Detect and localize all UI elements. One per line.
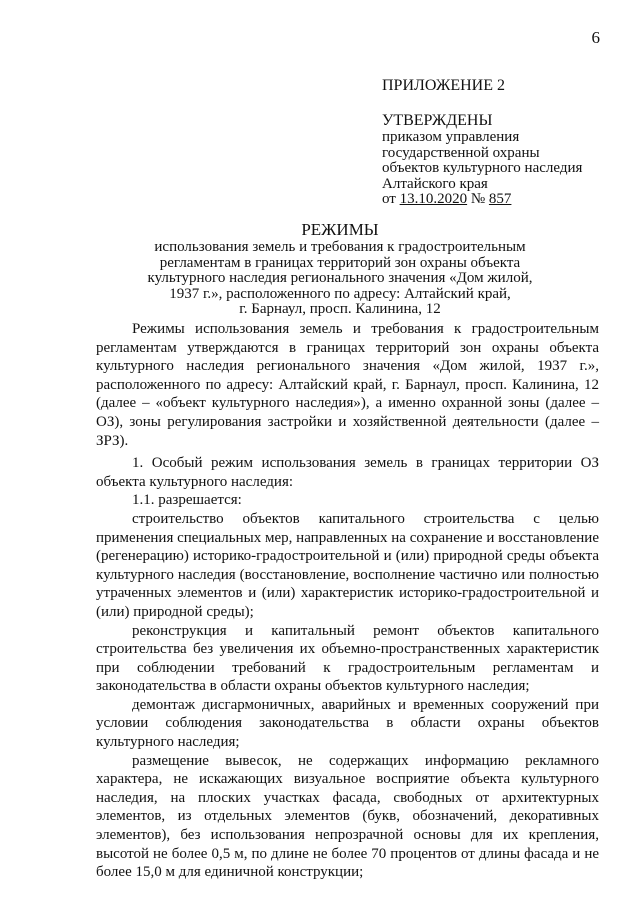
date-prefix: от xyxy=(382,191,400,207)
heading-line-3: культурного наследия регионального значения «Дом жилой, xyxy=(147,270,533,286)
paragraph-section-1: 1. Особый режим использования земель в границах территории ОЗ объекта культурного наследия: xyxy=(96,455,599,490)
heading-line-5: г. Барнаул, просп. Калинина, 12 xyxy=(239,301,441,317)
paragraph-demolition: демонтаж дисгармоничных, аварийных и временных сооружений при условии соблюдения законодательства в области охраны объектов культурного наследия; xyxy=(96,696,599,751)
document-heading xyxy=(100,220,580,318)
approved-label: УТВЕРЖДЕНЫ xyxy=(382,112,493,129)
page-number: 6 xyxy=(591,28,600,47)
approval-line-4: Алтайского края xyxy=(382,175,488,192)
paragraph-reconstruction: реконструкция и капитальный ремонт объектов капитального строительства без увеличения их объемно-пространственных характеристик при соблюдении требований к градостроительным регламентам и законодательства в области охраны объектов культурного наследия; xyxy=(96,622,599,695)
paragraph-construction: строительство объектов капитального строительства с целью применения специальных мер, направленных на сохранение и восстановление (регенерацию) историко-градостроительной и (или) природной среды объекта культурного наследия (восстановление, восполнение частично или полностью утраченных элементов и (или) характеристик историко-градостроительной и (или) природной среды); xyxy=(96,510,599,620)
number-prefix: № xyxy=(467,191,489,207)
heading-line-1: использования земель и требования к градостроительным xyxy=(154,239,526,255)
appendix-title: ПРИЛОЖЕНИЕ 2 xyxy=(382,77,506,94)
approval-line-3: объектов культурного наследия xyxy=(382,160,583,176)
approval-block xyxy=(382,76,622,208)
document-body xyxy=(96,320,599,882)
paragraph-signage: размещение вывесок, не содержащих информацию рекламного характера, не искажающих визуальное восприятие объекта культурного наследия, на плоских участках фасада, свободных от архитектурных элементов, из отдельных элементов (букв, обозначений, декоративных элементов), без использования непрозрачной основы для их крепления, высотой не более 0,5 м, по длине не более 70 процентов от длины фасада и не более 15,0 м для единичной конструкции; xyxy=(96,752,599,881)
paragraph-intro: Режимы использования земель и требования к градостроительным регламентам утверждаются в границах территорий зон охраны объекта культурного наследия регионального значения «Дом жилой, 1937 г.», расположенного по адресу: Алтайский край, г. Барнаул, просп. Калинина, 12 (далее – «объект культурного наследия»), а именно охранной зоны (далее – ОЗ), зоны регулирования застройки и хозяйственной деятельности (далее – ЗРЗ). xyxy=(96,321,599,449)
approval-number: 857 xyxy=(488,191,512,207)
approval-line-1: приказом управления xyxy=(382,129,520,145)
heading-line-2: регламентам в границах территорий зон охраны объекта xyxy=(159,254,521,271)
approval-line-2: государственной охраны xyxy=(382,144,540,161)
heading-line-4: 1937 г.», расположенного по адресу: Алтайский край, xyxy=(169,285,511,302)
approval-date: 13.10.2020 xyxy=(399,191,468,207)
heading-title: РЕЖИМЫ xyxy=(301,220,379,239)
paragraph-section-1-1: 1.1. разрешается: xyxy=(132,492,242,509)
approval-date-line xyxy=(382,192,622,208)
